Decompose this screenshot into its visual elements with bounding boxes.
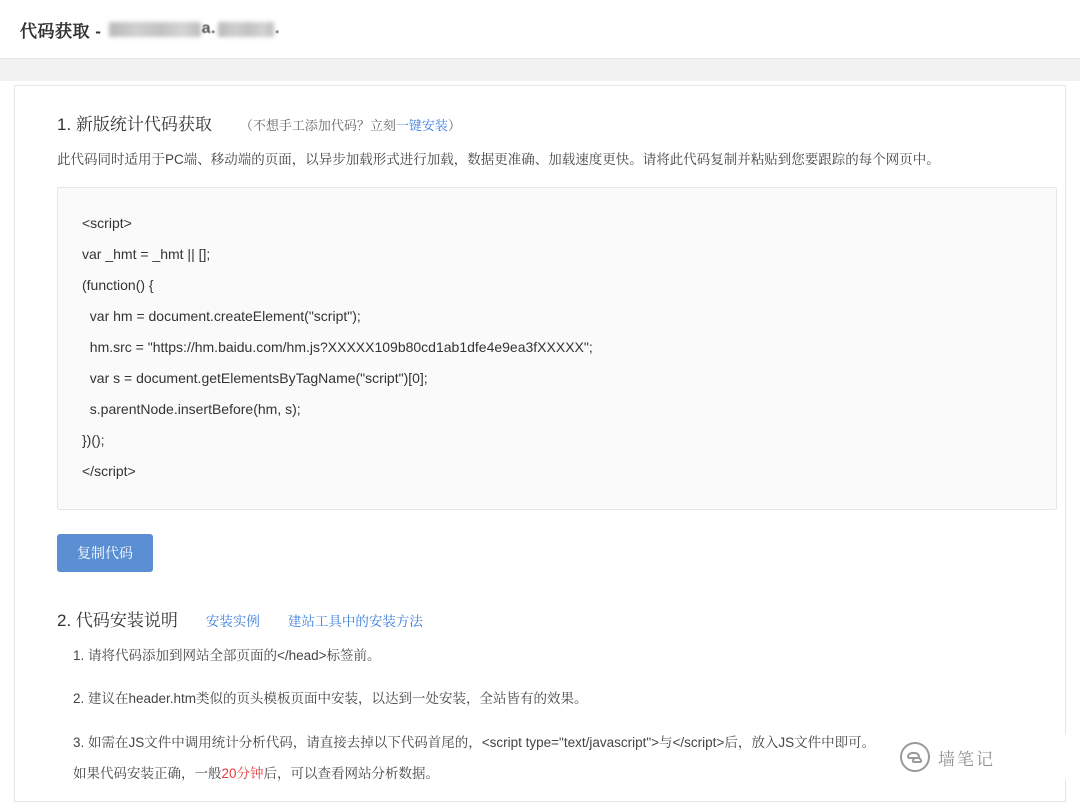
section-1-note-prefix: （不想手工添加代码？立刻: [239, 118, 396, 133]
page-title-text: 代码获取 -: [20, 21, 102, 41]
verification-note-prefix: 如果代码安装正确，一般: [73, 766, 222, 782]
section-1-note-suffix: ）: [447, 118, 461, 133]
watermark-text: 墙笔记: [938, 749, 995, 769]
site-builder-install-link[interactable]: 建站工具中的安装方法: [287, 613, 423, 629]
content-card: [14, 85, 1066, 802]
copy-code-button[interactable]: 复制代码: [57, 534, 153, 572]
masked-site-trailing: .: [274, 20, 280, 37]
list-item: 1. 请将代码添加到网站全部页面的</head>标签前。: [73, 647, 381, 663]
redaction-block-1: [109, 22, 201, 37]
code-line: })();: [82, 431, 105, 448]
list-item: 3. 如需在JS文件中调用统计分析代码，请直接去掉以下代码首尾的，<script type="text/javascript">与</script>后，放入JS文件中即可。: [73, 734, 876, 750]
verification-delay-highlight: 20分钟: [221, 766, 264, 782]
redaction-block-2: [218, 22, 274, 37]
section-1-title: 1. 新版统计代码获取: [57, 115, 212, 134]
code-line: </script>: [82, 462, 136, 479]
code-line: <script>: [82, 214, 132, 231]
masked-site-visible-text: a.: [201, 20, 216, 37]
section-2-title: 2. 代码安装说明: [57, 610, 178, 630]
code-line: s.parentNode.insertBefore(hm, s);: [82, 400, 301, 417]
code-line: var hm = document.createElement("script");: [82, 307, 361, 324]
code-line: var s = document.getElementsByTagName("script")[0];: [82, 369, 428, 386]
section-2: [43, 606, 1037, 785]
code-line: var _hmt = _hmt || [];: [82, 245, 211, 262]
install-steps-list: [43, 645, 1037, 754]
wechat-logo-icon: [900, 742, 930, 772]
section-2-links: [206, 610, 423, 630]
page-header: [0, 0, 1080, 58]
verification-note-suffix: 后，可以查看网站分析数据。: [263, 766, 440, 782]
page-title: [20, 17, 281, 42]
one-click-install-link[interactable]: 一键安装: [395, 118, 448, 133]
masked-site-name: [109, 20, 281, 38]
background-strip: [0, 59, 1080, 81]
section-1-header: [57, 110, 1037, 135]
section-1-description: 此代码同时适用于PC端、移动端的页面，以异步加载形式进行加载，数据更准确、加载速度更快。请将此代码复制并粘贴到您要跟踪的每个网页中。: [57, 152, 940, 167]
install-example-link[interactable]: 安装实例: [205, 613, 260, 629]
section-1-note: [240, 115, 461, 134]
section-2-header: [57, 606, 1037, 631]
code-line: hm.src = "https://hm.baidu.com/hm.js?XXXXX109b80cd1ab1dfe4e9ea3fXXXXX";: [82, 338, 593, 355]
code-line: (function() {: [82, 276, 154, 293]
tracking-code-box[interactable]: [57, 187, 1057, 510]
list-item: 2. 建议在header.htm类似的页头模板页面中安装，以达到一处安装，全站皆有的效果。: [73, 691, 588, 707]
watermark: [890, 733, 1066, 781]
